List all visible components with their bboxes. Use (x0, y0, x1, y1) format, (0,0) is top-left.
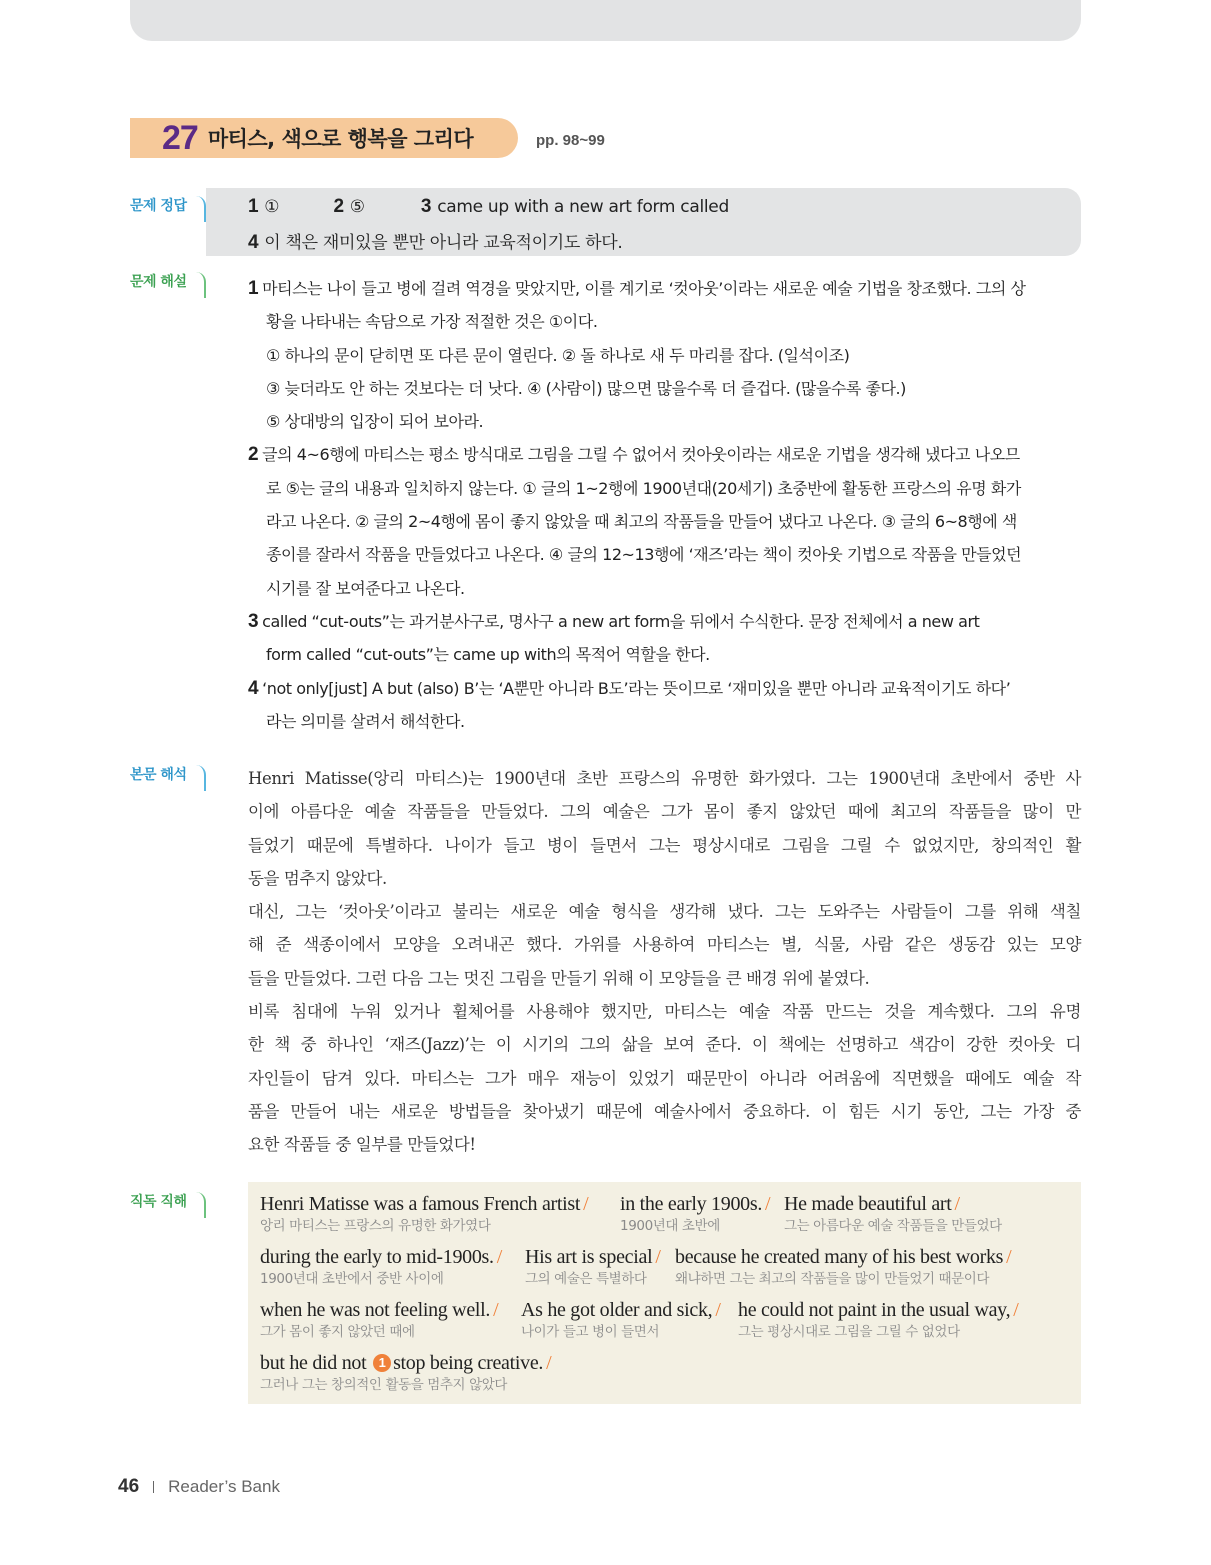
chunk-row-1 (260, 1191, 1080, 1241)
chunk: during the early to mid-1900s. / 1900년대 초반에서 중반 사이에 (260, 1246, 503, 1287)
grammar-marker-badge: 1 (373, 1354, 391, 1372)
explanation-1: 1 마티스는 나이 들고 병에 걸려 역경을 맞았지만, 이를 계기로 ‘컷아웃’이라는 새로운 예술 기법을 창조했다. 그의 상 황을 나타내는 속담으로 가장 적절한 것은 ①이다. ① 하나의 문이 닫히면 또 다른 문이 열린다. ② 돌 하나로 새 두 마리를 잡다. (일석이조) ③ 늦더라도 안 하는 것보다는 더 낫다. ④ (사람이) 많으면 많을수록 더 즐겁다. (많을수록 좋다.) ⑤ 상대방의 입장이 되어 보아라. (248, 278, 1026, 432)
translation-text: Henri Matisse(앙리 마티스)는 1900년대 초반 프랑스의 유명한 화가였다. 그는 1900년대 초반에서 중반 사 이에 아름다운 예술 작품들을 만들었다. 그의 예술은 그가 몸이 좋지 않았던 때에 최고의 작품들을 많이 만 들었기 때문에 특별하다. 나이가 들고 병이 들면서 그는 평상시대로 그림을 그릴 수 없었지만, 창의적인 활 동을 멈추지 않았다. 대신, 그는 ‘컷아웃’이라고 불리는 새로운 예술 형식을 생각해 냈다. 그는 도와주는 사람들이 그를 위해 색칠 해 준 색종이에서 모양을 오려내곤 했다. 가위를 사용하여 마티스는 별, 식물, 사람 같은 생동감 있는 모양 들을 만들었다. 그런 다음 그는 멋진 그림을 만들기 위해 이 모양들을 큰 배경 위에 붙였다. 비록 침대에 누워 있거나 휠체어를 사용해야 했지만, 마티스는 예술 작품 만드는 것을 계속했다. 그의 유명 한 책 중 하나인 ‘재즈(Jazz)’는 이 시기의 그의 삶을 보여 준다. 이 책에는 선명하고 색감이 강한 컷아웃 디 자인들이 담겨 있다. 마티스는 그가 매우 재능이 있었기 때문만이 아니라 어려움에 직면했을 때에도 예술 작 품을 만들어 내는 새로운 방법들을 찾아냈기 때문에 예술사에서 중요하다. 이 힘든 시기 동안, 그는 가장 중 요한 작품들 중 일부를 만들었다! (248, 769, 1081, 1155)
translation-label: 본문 해석 (130, 765, 206, 791)
book-title: Reader’s Bank (168, 1477, 280, 1496)
answers-row-1 (248, 196, 729, 218)
footer-divider (153, 1481, 154, 1493)
chunk: when he was not feeling well. / 그가 몸이 좋지 않았던 때에 (260, 1299, 499, 1340)
chunk-reading-box (248, 1182, 1081, 1404)
chunk: He made beautiful art / 그는 아름다운 예술 작품들을 만들었다 (784, 1193, 1002, 1234)
chunk: he could not paint in the usual way, / 그는 평상시대로 그림을 그릴 수 없었다 (738, 1299, 1019, 1340)
page-footer (118, 1476, 280, 1498)
chunk-reading-label: 직독 직해 (130, 1192, 206, 1218)
top-banner-bar (130, 0, 1081, 41)
answer-4: 4 이 책은 재미있을 뿐만 아니라 교육적이기도 하다. (248, 232, 623, 253)
page-range: pp. 98~99 (536, 132, 605, 149)
chunk-row-2 (260, 1244, 1080, 1294)
chunk: but he did not 1 stop being creative. / 그러나 그는 창의적인 활동을 멈추지 않았다 (260, 1352, 552, 1393)
explanation-3: 3 called “cut-outs”는 과거분사구로, 명사구 a new art form을 뒤에서 수식한다. 문장 전체에서 a new art form called “cut-outs”는 came up with의 목적어 역할을 한다. (248, 610, 980, 665)
answers-label: 문제 정답 (130, 196, 206, 222)
chunk-row-4 (260, 1350, 1080, 1400)
chunk: His art is special / 그의 예술은 특별하다 (525, 1246, 661, 1287)
unit-title-banner (130, 118, 518, 158)
chunk: in the early 1900s. / 1900년대 초반에 (620, 1193, 771, 1234)
chunk: Henri Matisse was a famous French artist / 앙리 마티스는 프랑스의 유명한 화가였다 (260, 1193, 589, 1234)
answer-2: 2 ⑤ (333, 196, 365, 217)
answer-3: 3 came up with a new art form called (420, 196, 729, 217)
unit-title: 마티스, 색으로 행복을 그리다 (207, 127, 474, 151)
answer-1: 1 ① (248, 196, 280, 217)
chunk: As he got older and sick, / 나이가 들고 병이 들면서 (521, 1299, 721, 1340)
explanation-4: 4 ‘not only[just] A but (also) B’는 ‘A뿐만 아니라 B도’라는 뜻이므로 ‘재미있을 뿐만 아니라 교육적이기도 하다’ 라는 의미를 살려서 해석한다. (248, 677, 1011, 731)
explanations-block (248, 272, 1081, 738)
explanations-label: 문제 해설 (130, 272, 206, 298)
page-number: 46 (118, 1476, 140, 1497)
explanation-2: 2 글의 4~6행에 마티스는 평소 방식대로 그림을 그릴 수 없어서 컷아웃이라는 새로운 기법을 생각해 냈다고 나오므 로 ⑤는 글의 내용과 일치하지 않는다. ① 글의 1~2행에 1900년대(20세기) 초중반에 활동한 프랑스의 유명 화가 라고 나온다. ② 글의 2~4행에 몸이 좋지 않았을 때 최고의 작품들을 만들어 냈다고 나온다. ③ 글의 6~8행에 색 종이를 잘라서 작품을 만들었다고 나온다. ④ 글의 12~13행에 ‘재즈’라는 책이 컷아웃 기법으로 작품을 만들었던 시기를 잘 보여준다고 나온다. (248, 444, 1022, 598)
chunk-row-3 (260, 1297, 1080, 1347)
unit-number: 27 (162, 118, 198, 157)
chunk: because he created many of his best works / 왜냐하면 그는 최고의 작품들을 많이 만들었기 때문이다 (675, 1246, 1012, 1287)
answers-box (206, 188, 1081, 256)
